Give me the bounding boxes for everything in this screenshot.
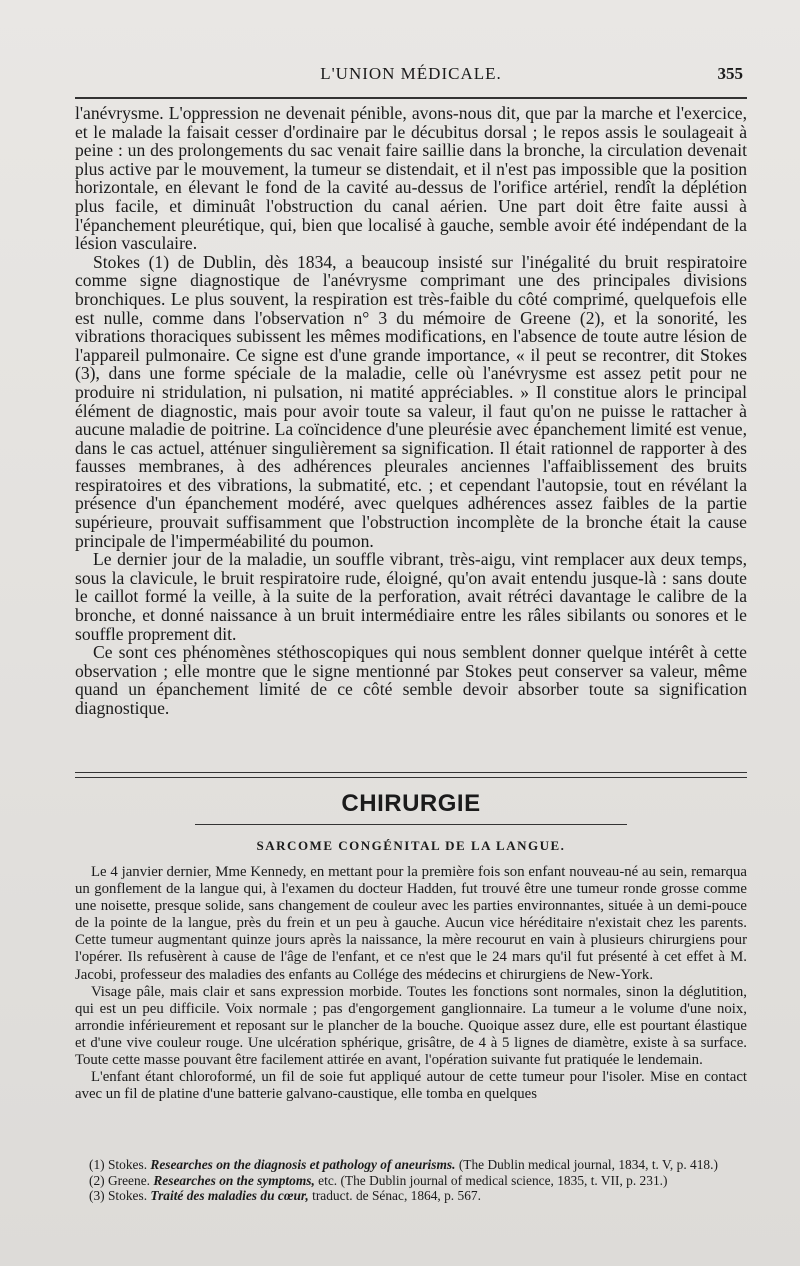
paragraph: Visage pâle, mais clair et sans expression morbide. Toutes les fonctions sont normales, sinon la déglutition, qui est un peu difficile. Voix normale ; pas d'engorgement ganglionnaire. La tumeur a le volume d'une noix, arrondie inférieurement et reposant sur le plancher de la bouche. Quoique assez dure, elle est pourtant élastique et d'une vive couleur rouge. Une ulcération sphérique, grisâtre, de 4 à 5 lignes de diamètre, existe à sa surface. Toute cette masse pouvant être facilement attirée en avant, l'opération suivante fut pratiquée le lendemain. xyxy=(75,983,747,1069)
page-number: 355 xyxy=(717,64,743,83)
top-body-text xyxy=(75,104,747,718)
section-divider xyxy=(75,772,747,778)
paragraph: Ce sont ces phénomènes stéthoscopiques qui nous semblent donner quelque intérêt à cette observation ; elle montre que le signe mentionné par Stokes peut conserver sa valeur, même quand un épanchement limité de ce côté semble devoir absorber toute sa signification diagnostique. xyxy=(75,642,747,718)
header-rule xyxy=(75,97,747,99)
footnote-rest: traduct. de Sénac, 1864, p. 567. xyxy=(312,1188,481,1204)
footnote-title: Researches on the symptoms, xyxy=(153,1172,315,1188)
footnote xyxy=(75,1188,747,1204)
paragraph: L'enfant étant chloroformé, un fil de soie fut appliqué autour de cette tumeur pour l'isoler. Mise en contact avec un fil de platine d'une batterie galvano-caustique, elle tomba en quelques xyxy=(75,1069,747,1103)
paragraph: Le 4 janvier dernier, Mme Kennedy, en mettant pour la première fois son enfant nouveau-né au sein, remarqua un gonflement de la langue qui, à l'examen du docteur Hadden, fut trouvé être une tumeur ronde grosse comme une noisette, presque solide, sans changement de couleur avec les parties environnantes, située à un demi-pouce de la pointe de la langue, près du frein et un peu à gauche. Aucun vice héréditaire n'existait chez les parents. Cette tumeur augmentant quinze jours après la naissance, la mère recourut en vain à plusieurs chirurgiens pour l'opérer. Ils refusèrent à cause de l'âge de l'enfant, et ce n'est que le 24 mars qu'il fut présenté à cet effet à M. Jacobi, professeur des maladies des enfants au Collége des médecins et chirurgiens de New-York. xyxy=(75,864,747,983)
article-title: SARCOME CONGÉNITAL DE LA LANGUE. xyxy=(256,838,566,853)
footnote-number: (1) xyxy=(89,1157,105,1172)
running-title: L'UNION MÉDICALE. xyxy=(320,64,502,83)
running-head xyxy=(75,64,747,90)
footnote-number: (3) xyxy=(89,1188,105,1204)
footnote xyxy=(75,1173,747,1189)
footnotes xyxy=(75,1157,747,1204)
section-title: CHIRURGIE xyxy=(341,790,481,817)
footnote-author: Greene. xyxy=(107,1172,150,1188)
article-body-text xyxy=(75,864,747,1103)
paragraph: l'anévrysme. L'oppression ne devenait pénible, avons-nous dit, que par la marche et l'exercice, et le malade la faisait cesser d'ordinaire par le décubitus dorsal ; le repos assis le soulageait à peine : un des prolongements du sac venait faire saillie dans la bronche, la circulation devenait plus active par le mouvement, la tumeur se distendait, et il n'est pas impossible que la position horizontale, en élevant le fond de la cavité au-dessus de l'orifice artériel, rendît la déplétion plus facile, et diminuât l'obstruction du canal aérien. Une part doit être faite aussi à l'épanchement pleurétique, qui, bien que localisé à gauche, semble avoir été indépendant de la lésion vasculaire. xyxy=(75,103,747,254)
paragraph: Le dernier jour de la maladie, un souffle vibrant, très-aigu, vint remplacer aux deux temps, sous la clavicule, le bruit respiratoire rude, éloigné, qu'on avait entendu jusque-là : sans doute le caillot formé la veille, à la suite de la perforation, avait rétréci davantage le calibre de la bronche, et donné naissance à un bruit intermédiaire entre les râles sibilants ou sonores et le souffle proprement dit. xyxy=(75,549,747,644)
footnote-author: Stokes. xyxy=(107,1157,148,1172)
footnote-title: Researches on the diagnosis et pathology of aneurisms. xyxy=(150,1157,456,1172)
footnote-rest: (The Dublin medical journal, 1834, t. V, p. 418.) xyxy=(458,1157,718,1172)
footnote-title: Traité des maladies du cœur, xyxy=(150,1188,309,1204)
footnote-number: (2) xyxy=(89,1172,105,1188)
footnote-rest: etc. (The Dublin journal of medical science, 1835, t. VII, p. 231.) xyxy=(318,1172,668,1188)
section-title-rule xyxy=(195,824,627,825)
footnote-author: Stokes. xyxy=(107,1188,148,1204)
footnote xyxy=(75,1157,747,1173)
paragraph: Stokes (1) de Dublin, dès 1834, a beaucoup insisté sur l'inégalité du bruit respiratoire comme signe diagnostique de l'anévrysme comprimant une des principales divisions bronchiques. Le plus souvent, la respiration est très-faible du côté comprimé, quelquefois elle est nulle, comme dans l'observation n° 3 du mémoire de Greene (2), et la sonorité, les vibrations thoraciques subissent les mêmes modifications, en l'absence de toute autre lésion de l'appareil pulmonaire. Ce signe est d'une grande importance, « il peut se recontrer, dit Stokes (3), dans une forme spéciale de la maladie, celle où l'anévrysme est assez petit pour ne produire ni stridulation, ni pulsation, ni matité appréciables. » Il constitue alors le principal élément de diagnostic, mais pour avoir toute sa valeur, il faut qu'on ne puisse le rattacher à aucune maladie de poitrine. La coïncidence d'une pleurésie avec épanchement limité est venue, dans le cas actuel, atténuer singulièrement sa signification. Il était rationnel de rapporter à des fausses membranes, à des adhérences pleurales anciennes l'affaiblissement des bruits respiratoires et des vibrations, la submatité, etc. ; et cependant l'autopsie, tout en révélant la présence d'un épanchement modéré, avec quelques adhérences assez faibles de la partie supérieure, prouvait suffisamment que l'obstruction incomplète de la bronche était la cause principale de l'imperméabilité du poumon. xyxy=(75,251,747,551)
